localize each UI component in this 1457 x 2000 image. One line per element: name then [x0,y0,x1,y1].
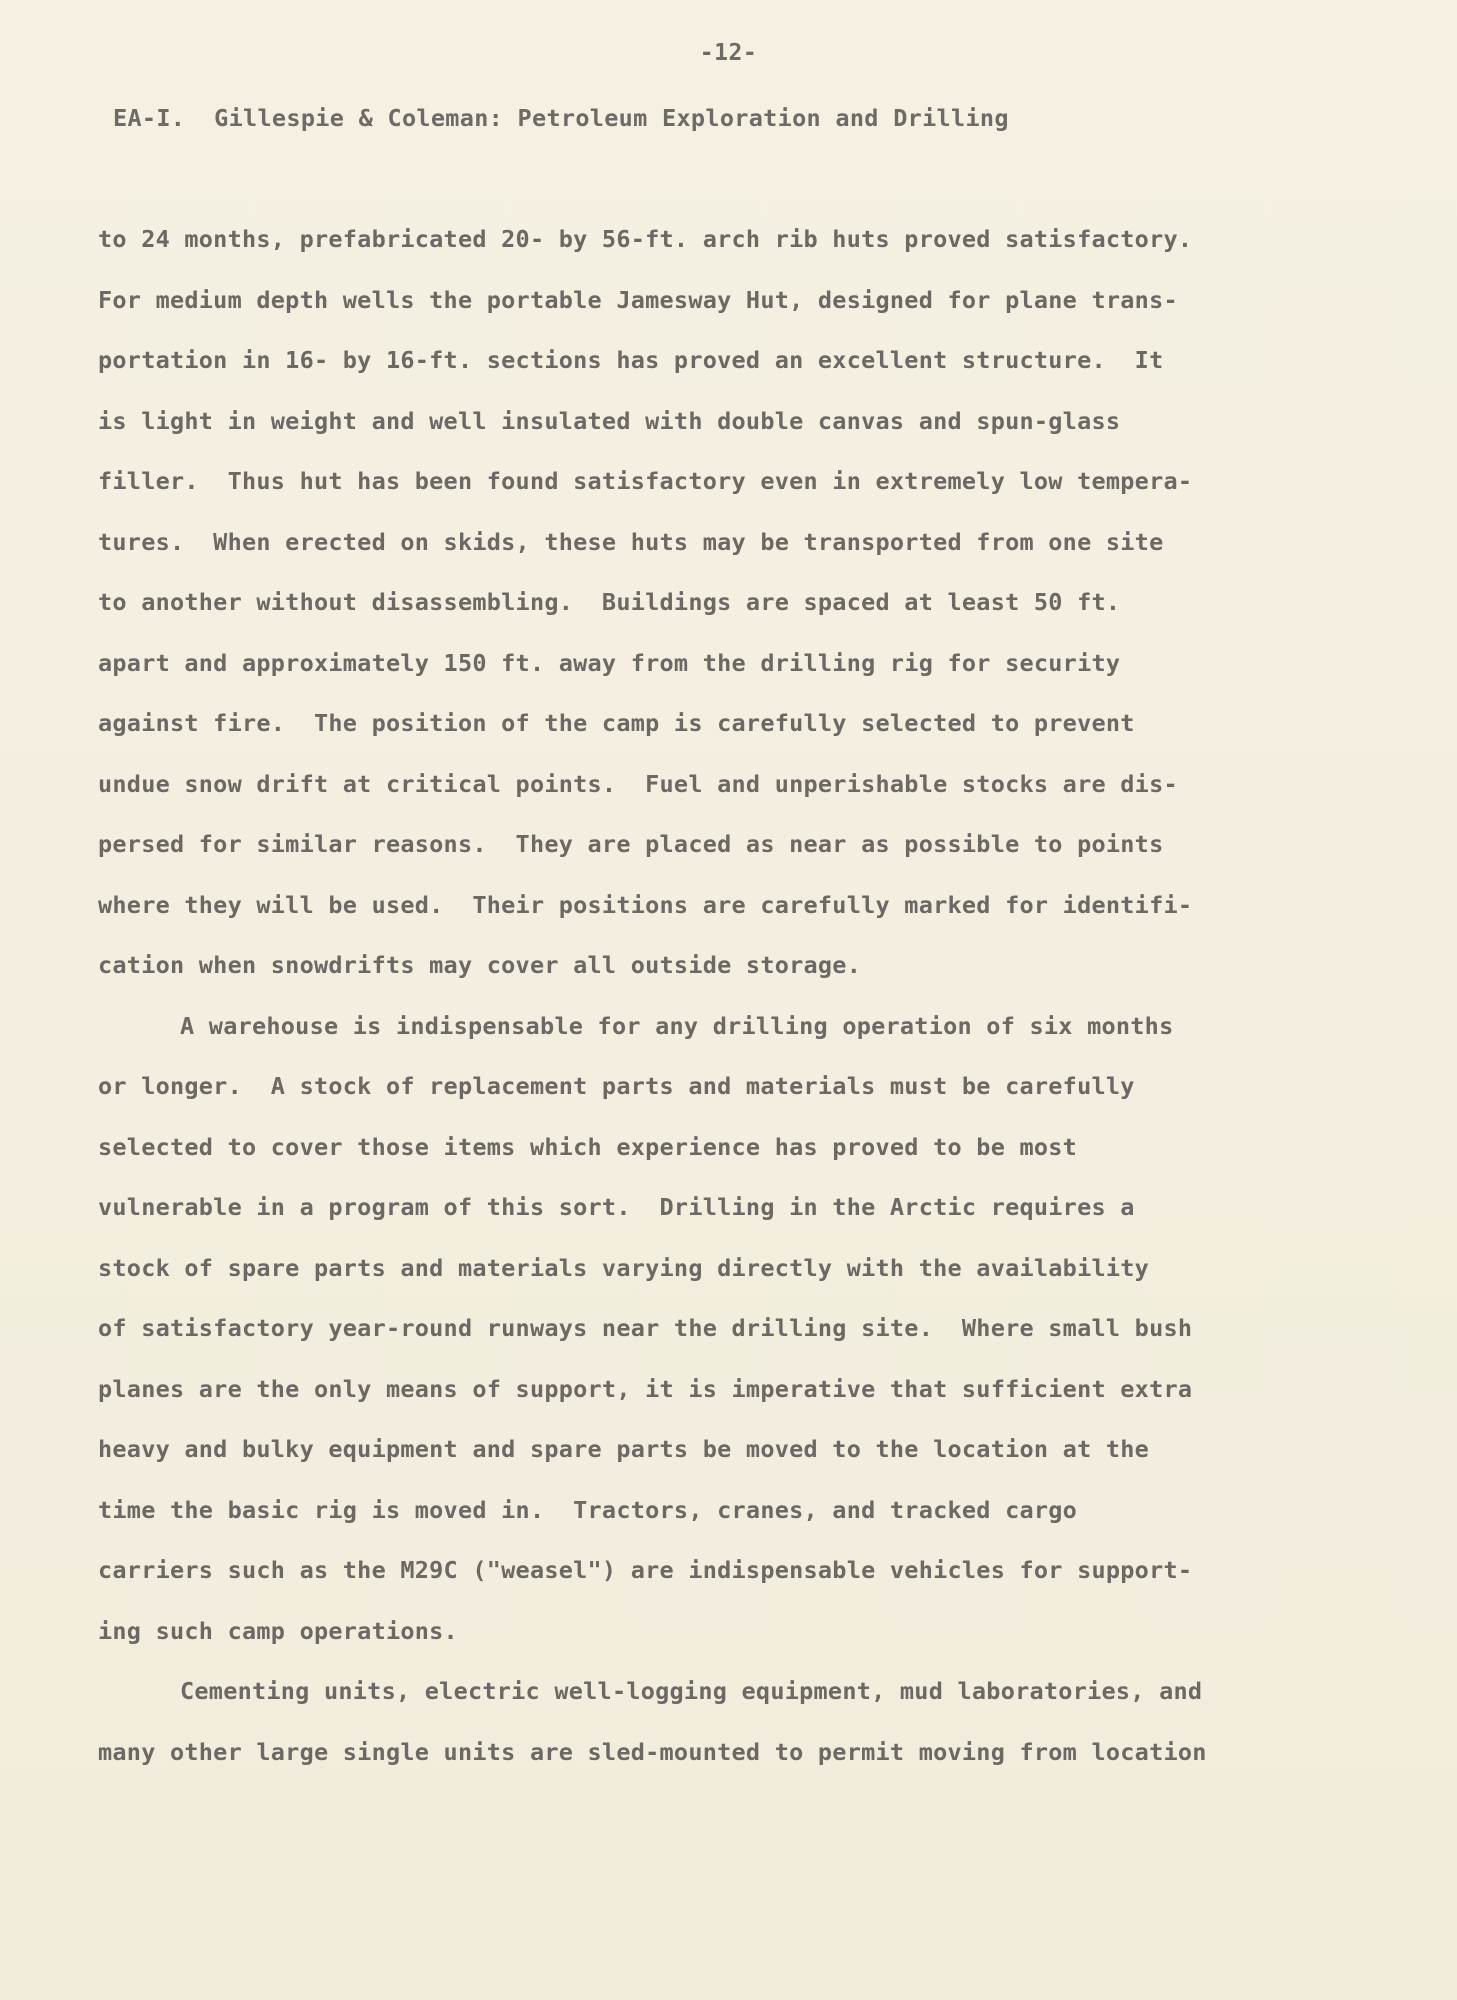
text-line: tures. When erected on skids, these huts may be transported from one site [98,527,1164,556]
text-line: heavy and bulky equipment and spare parts be moved to the location at the [98,1435,1150,1463]
text-line: carriers such as the M29C ("weasel") are indispensable vehicles for support- [98,1556,1193,1584]
text-line: against fire. The position of the camp is carefully selected to prevent [98,709,1135,737]
text-line: filler. Thus hut has been found satisfactory even in extremely low tempera- [98,467,1193,495]
text-line: selected to cover those items which experience has proved to be most [98,1132,1078,1161]
text-line: For medium depth wells the portable Jamesway Hut, designed for plane trans- [98,285,1178,314]
text-line: apart and approximately 150 ft. away from the drilling rig for security [98,648,1121,677]
text-line: planes are the only means of support, it is imperative that sufficient extra [98,1374,1193,1403]
text-line: cation when snowdrifts may cover all outside storage. [98,951,862,979]
text-line: time the basic rig is moved in. Tractors, cranes, and tracked cargo [98,1495,1078,1524]
text-line: vulnerable in a program of this sort. Drilling in the Arctic requires a [98,1193,1135,1221]
text-line: persed for similar reasons. They are placed as near as possible to points [98,830,1164,858]
text-line: portation in 16- by 16-ft. sections has proved an excellent structure. It [98,346,1164,374]
text-line: is light in weight and well insulated with double canvas and spun-glass [98,406,1121,435]
text-line: ing such camp operations. [98,1616,458,1645]
page-number: -12- [699,40,758,66]
text-line: to another without disassembling. Buildings are spaced at least 50 ft. [98,588,1121,616]
text-line: undue snow drift at critical points. Fuel and unperishable stocks are dis- [98,769,1178,798]
text-line: Cementing units, electric well-logging equipment, mud laboratories, and [180,1677,1203,1705]
text-line: where they will be used. Their positions are carefully marked for identifi- [98,890,1193,919]
text-line: many other large single units are sled-mounted to permit moving from location [98,1737,1207,1766]
text-line: of satisfactory year-round runways near the drilling site. Where small bush [98,1314,1193,1342]
text-line: stock of spare parts and materials varying directly with the availability [98,1253,1150,1282]
body-text [98,224,1398,1797]
text-line: A warehouse is indispensable for any drilling operation of six months [180,1011,1174,1040]
text-line: to 24 months, prefabricated 20- by 56-ft. arch rib huts proved satisfactory. [98,225,1193,253]
text-line: or longer. A stock of replacement parts and materials must be carefully [98,1072,1135,1100]
running-header: EA-I. Gillespie & Coleman: Petroleum Exploration and Drilling [113,104,1009,132]
